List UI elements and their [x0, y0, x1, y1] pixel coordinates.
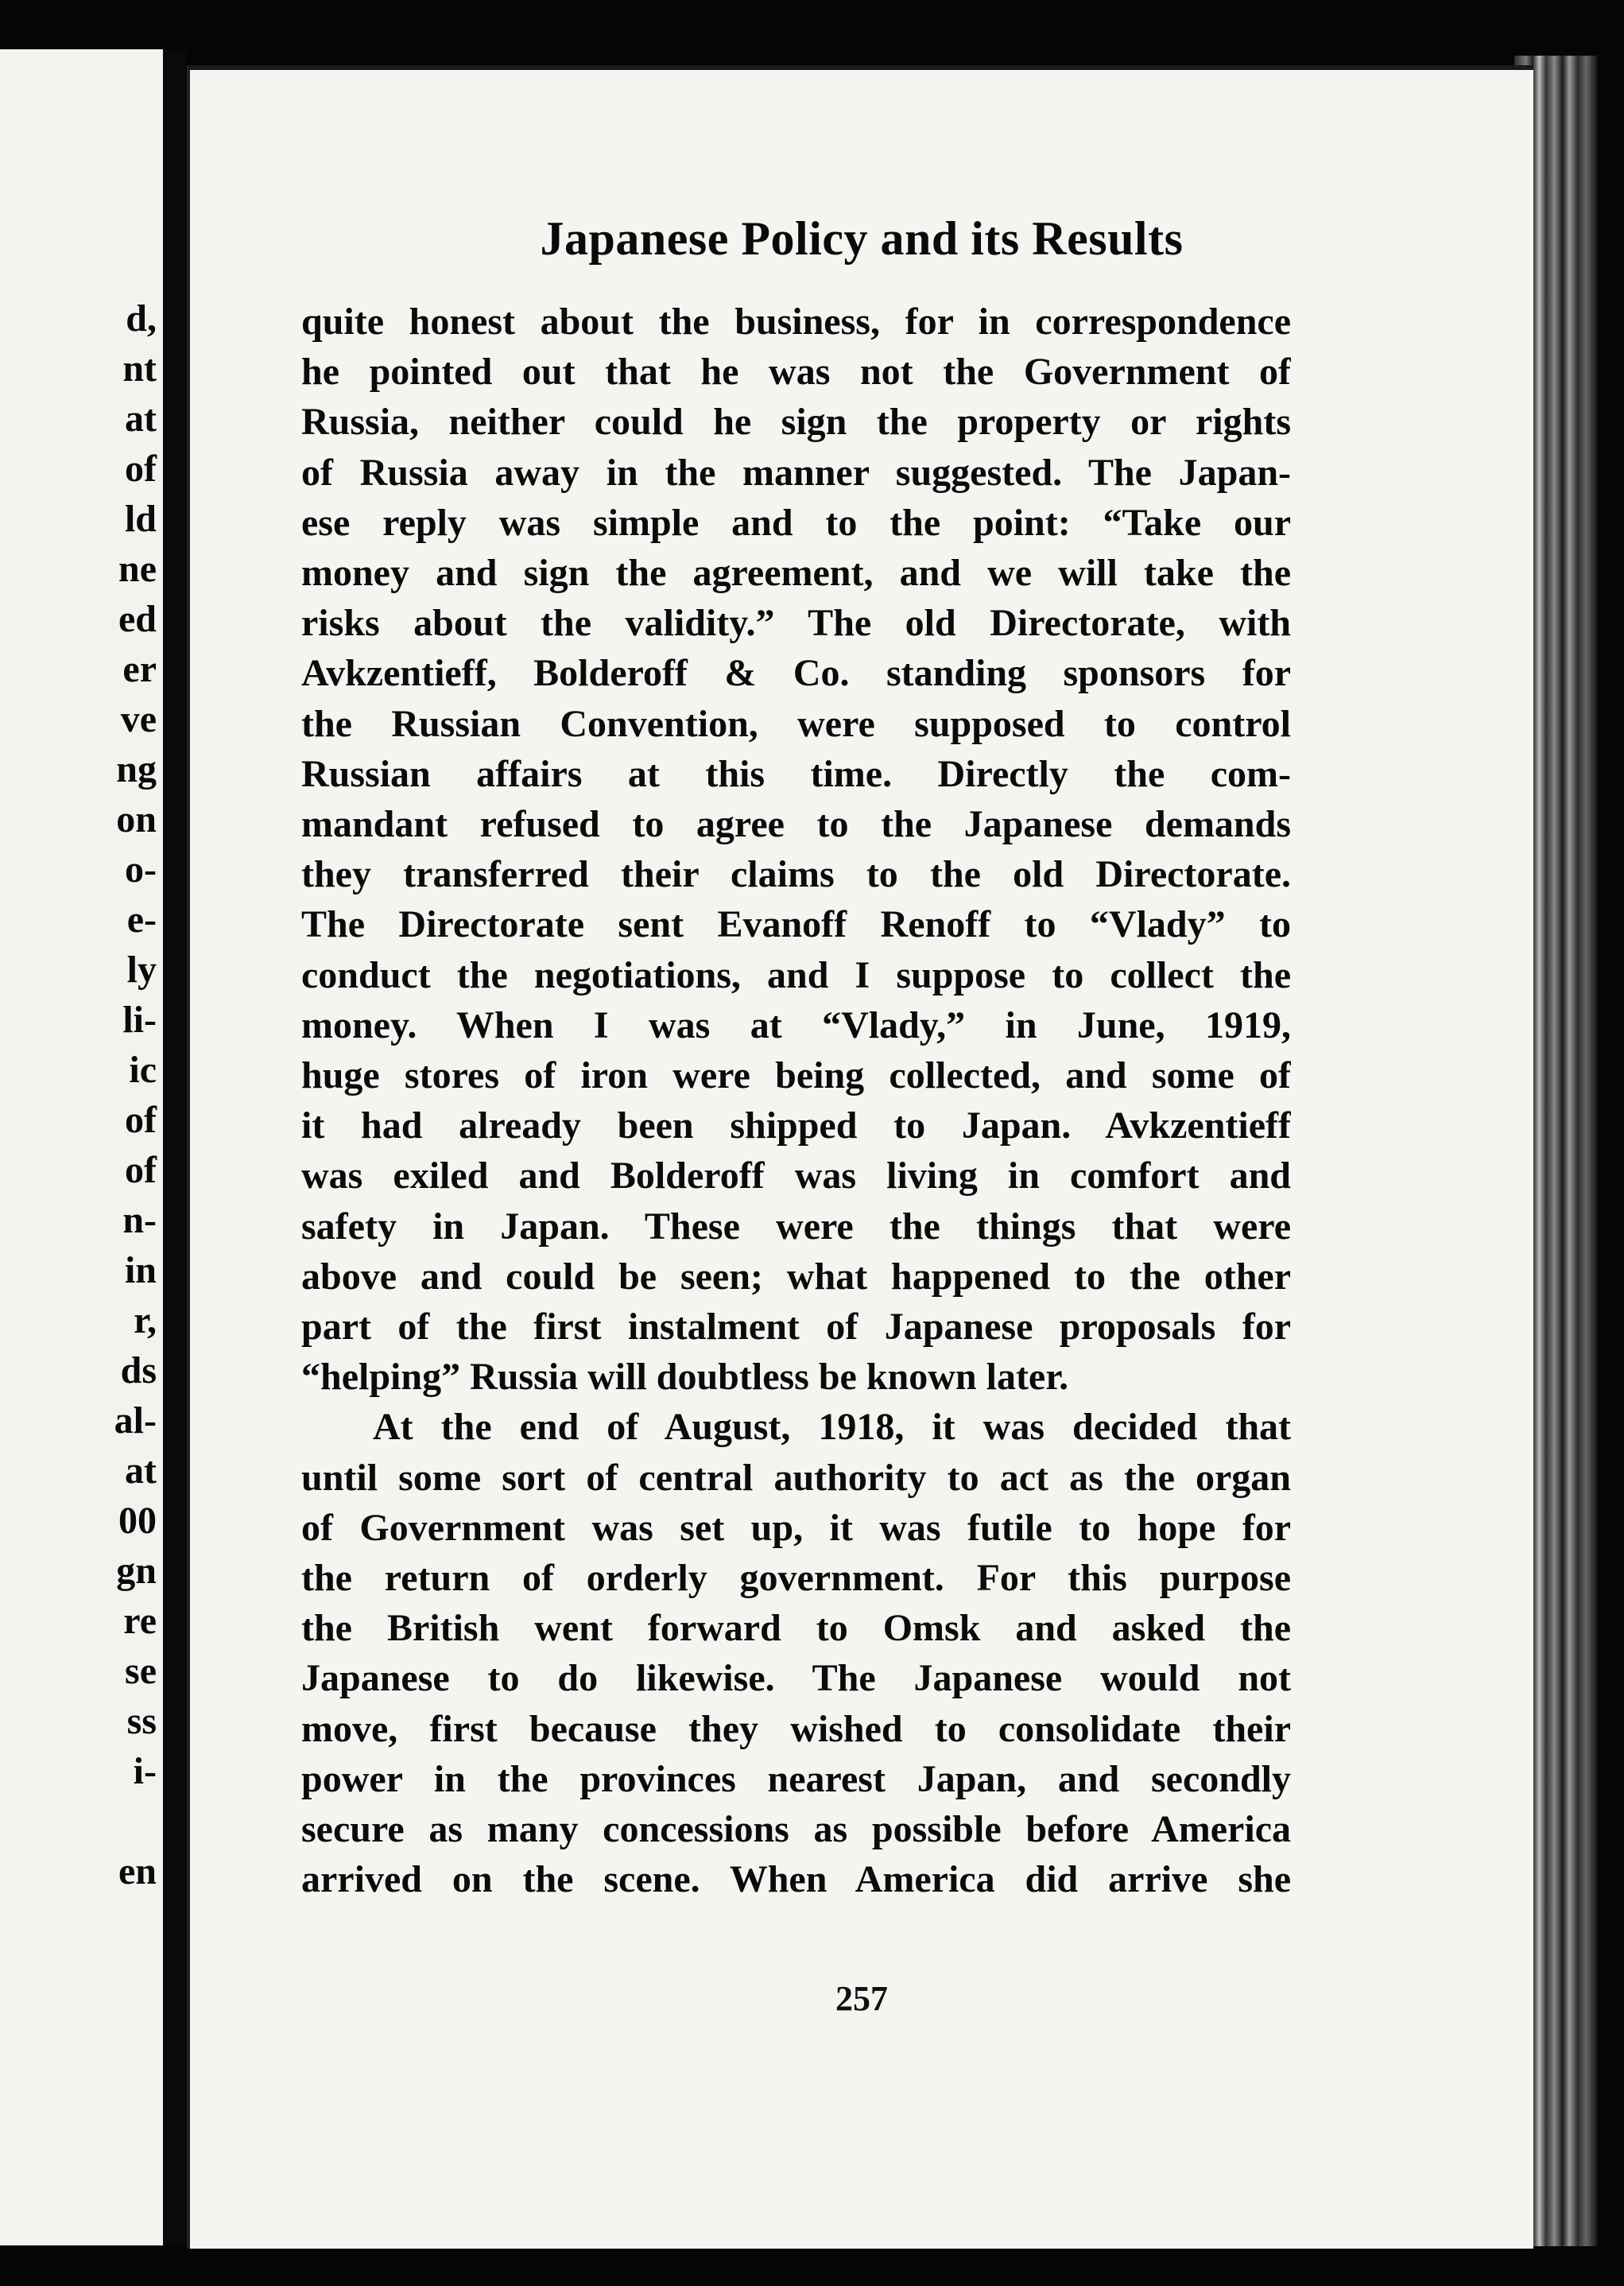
previous-page-fragment: ne [118, 548, 157, 590]
text-line: arrived on the scene. When America did arrive she [301, 1858, 1291, 1901]
text-line: conduct the negotiations, and I suppose to collect the [301, 953, 1291, 996]
previous-page-fragment: er [122, 648, 157, 690]
previous-page-fragment: of [125, 1149, 157, 1191]
previous-page-fragment: se [125, 1650, 157, 1692]
text-line: money. When I was at “Vlady,” in June, 1919, [301, 1003, 1291, 1046]
text-line: was exiled and Bolderoff was living in comfort and [301, 1155, 1291, 1197]
text-line: Avkzentieff, Bolderoff & Co. standing sponsors for [301, 652, 1291, 695]
paragraph [301, 1402, 1291, 1904]
previous-page-fragment: ly [126, 949, 157, 991]
text-line: secure as many concessions as possible before America [301, 1808, 1291, 1851]
previous-page-fragment: ld [124, 498, 157, 540]
book-page [187, 65, 1533, 2249]
previous-page-fragment: re [123, 1600, 157, 1642]
text-line: Russian affairs at this time. Directly the com- [301, 752, 1291, 795]
previous-page-fragment: ic [129, 1049, 157, 1091]
text-line: part of the first instalment of Japanese proposals for [301, 1306, 1291, 1349]
previous-page-fragment: e- [126, 898, 157, 941]
text-line: of Government was set up, it was futile to hope for [301, 1506, 1291, 1549]
previous-page-fragment: at [125, 398, 157, 440]
previous-page-fragment: in [124, 1249, 157, 1291]
previous-page-fragment: en [118, 1850, 157, 1892]
text-line: safety in Japan. These were the things that were [301, 1205, 1291, 1248]
previous-page-fragment: r, [134, 1299, 157, 1341]
previous-page-fragment: ss [126, 1700, 157, 1742]
previous-page-fragment: i- [133, 1750, 157, 1792]
text-line: ese reply was simple and to the point: “Take our [301, 501, 1291, 544]
previous-page-fragment: gn [116, 1550, 157, 1592]
previous-page-fragment: ds [120, 1349, 157, 1391]
previous-page-fragment: of [125, 1099, 157, 1141]
paragraph [301, 297, 1291, 1402]
text-line: the Russian Convention, were supposed to control [301, 702, 1291, 745]
running-head: Japanese Policy and its Results [540, 212, 1184, 265]
previous-page-fragment: li- [122, 999, 157, 1041]
previous-page-fragment: o- [125, 848, 157, 891]
previous-page-fragment: n- [122, 1199, 157, 1241]
previous-page-fragment: al- [114, 1399, 157, 1442]
text-line: it had already been shipped to Japan. Avkzentieff [301, 1104, 1291, 1147]
text-line: Japanese to do likewise. The Japanese would not [301, 1657, 1291, 1700]
text-line: the British went forward to Omsk and asked the [301, 1607, 1291, 1650]
text-line: “helping” Russia will doubtless be known later. [301, 1356, 1069, 1399]
book-gutter [163, 49, 187, 2245]
text-line: above and could be seen; what happened to the other [301, 1255, 1291, 1298]
text-line: move, first because they wished to consolidate their [301, 1707, 1291, 1750]
previous-page-fragment: ed [118, 598, 157, 640]
previous-page-edge [0, 49, 163, 2245]
previous-page-fragment: on [116, 798, 157, 840]
previous-page-fragment: at [125, 1450, 157, 1492]
text-line: Russia, neither could he sign the property or rights [301, 401, 1291, 444]
previous-page-line-endings [61, 293, 157, 1896]
previous-page-fragment: nt [122, 347, 157, 390]
body-text [301, 297, 1291, 1905]
text-line: money and sign the agreement, and we will take the [301, 552, 1291, 595]
text-line: quite honest about the business, for in correspondence [301, 301, 1291, 343]
text-line: mandant refused to agree to the Japanese demands [301, 803, 1291, 846]
previous-page-fragment [61, 1796, 157, 1846]
text-line: he pointed out that he was not the Government of [301, 351, 1291, 394]
previous-page-fragment: 00 [118, 1500, 157, 1542]
text-line: power in the provinces nearest Japan, and secondly [301, 1757, 1291, 1800]
page-number: 257 [835, 1979, 888, 2018]
text-line: of Russia away in the manner suggested. The Japan- [301, 451, 1291, 494]
previous-page-fragment: ve [120, 698, 157, 740]
text-line: the return of orderly government. For this purpose [301, 1557, 1291, 1600]
previous-page-fragment: ng [116, 748, 157, 790]
text-line: At the end of August, 1918, it was decided that [373, 1406, 1291, 1449]
text-line: until some sort of central authority to act as the organ [301, 1456, 1291, 1499]
previous-page-fragment: d, [126, 297, 157, 340]
text-line: huge stores of iron were being collected, and some of [301, 1054, 1291, 1097]
text-line: risks about the validity.” The old Directorate, with [301, 602, 1291, 645]
text-line: The Directorate sent Evanoff Renoff to “Vlady” to [301, 903, 1291, 946]
previous-page-fragment: of [125, 448, 157, 490]
text-line: they transferred their claims to the old Directorate. [301, 853, 1291, 896]
